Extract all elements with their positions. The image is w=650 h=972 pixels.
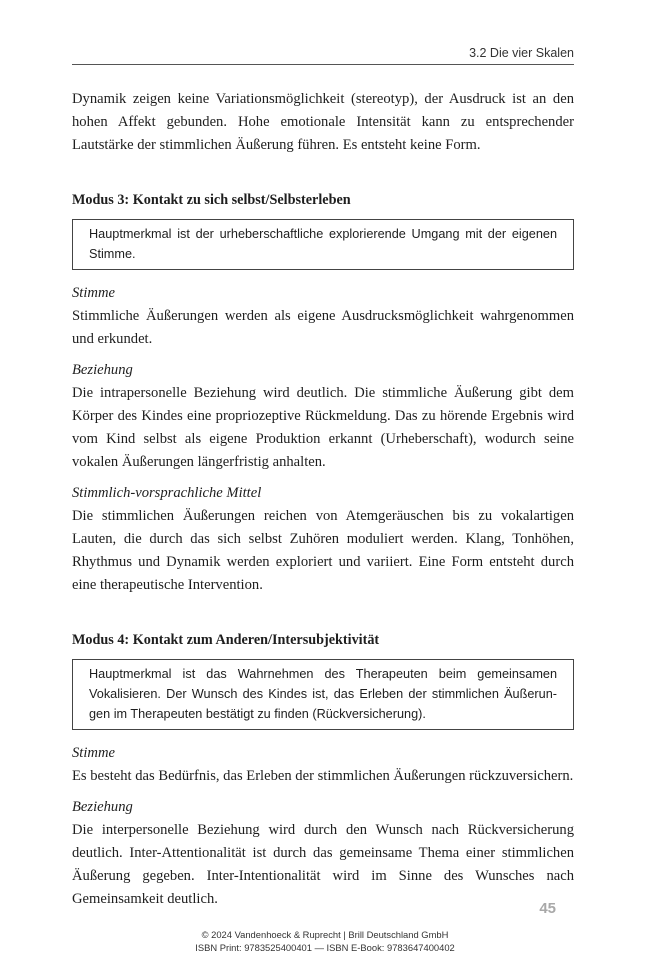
modus-3-heading: Modus 3: Kontakt zu sich selbst/Selbsterleben [72,192,351,208]
section-text: Die stimmlichen Äußerungen reichen von Atemgeräuschen bis zu vokalartigen Lauten, die durch das sich selbst Zuhören moduliert werden. Klang, Tonhöhen, Rhythmus und Dynamik werden exploriert und variiert. Eine Form entsteht durch eine therapeutische Intervention. [72,508,574,593]
section-label: Beziehung [72,362,133,378]
page-number: 45 [539,900,556,917]
footer-isbn-line: ISBN Print: 9783525400401 — ISBN E-Book: 9783647400402 [195,942,455,953]
modus-4-section-stimme [72,742,574,788]
section-text: Es besteht das Bedürfnis, das Erleben der stimmlichen Äußerungen rückzuversichern. [72,768,574,784]
section-label: Stimme [72,745,115,761]
modus-4-section-beziehung [72,796,574,911]
modus-3-section-stimme [72,282,574,351]
lead-paragraph: Dynamik zeigen keine Variationsmöglichkeit (stereotyp), der Ausdruck ist an den hohen Affekt gebunden. Hohe emotionale Intensität kann zu entsprechender Lautstärke der stimmlichen Äußerung führen. Es entsteht keine Form. [72,91,574,153]
modus-3-summary-box: Hauptmerkmal ist der urheberschaftliche explorierende Umgang mit der eigenen Stimme. [72,219,574,270]
section-label: Stimmlich-vorsprachliche Mittel [72,485,262,501]
modus-3-section-mittel [72,482,574,597]
section-label: Beziehung [72,799,133,815]
modus-4-heading: Modus 4: Kontakt zum Anderen/Intersubjektivität [72,632,380,648]
section-text: Die intrapersonelle Beziehung wird deutlich. Die stimmliche Äußerung gibt dem Körper des Kindes eine propriozeptive Rückmeldung. Das zu hörende Ergebnis wird vom Kind selbst als eigene Produktion erkannt (Urheberschaft), wodurch seine vokalen Äußerungen längerfristig anhalten. [72,385,574,470]
modus-3-block [72,189,574,597]
modus-4-summary-box: Hauptmerkmal ist das Wahrnehmen des Therapeuten beim gemeinsamen Vokalisieren. Der Wunsch des Kindes ist, das Erleben der stimmlichen Äußerungen im Therapeuten bestätigt zu finden (Rückversicherung). [72,659,574,730]
page-body [72,88,574,911]
section-text: Die interpersonelle Beziehung wird durch den Wunsch nach Rückversicherung deutlich. Inter-Attentionalität ist durch das gemeinsame Thema einer stimmlichen Äußerung gegeben. Inter-Intentionalität wird im Sinne des Wunsches nach Gemeinsamkeit deutlich. [72,822,574,907]
modus-3-section-beziehung [72,359,574,474]
footer-copyright-line: © 2024 Vandenhoeck & Ruprecht | Brill Deutschland GmbH [201,929,449,940]
modus-4-block [72,629,574,911]
section-text: Stimmliche Äußerungen werden als eigene Ausdrucksmöglichkeit wahrgenommen und erkundet. [72,308,574,347]
running-header: 3.2 Die vier Skalen [72,44,574,65]
copyright-footer [0,928,650,954]
section-label: Stimme [72,285,115,301]
